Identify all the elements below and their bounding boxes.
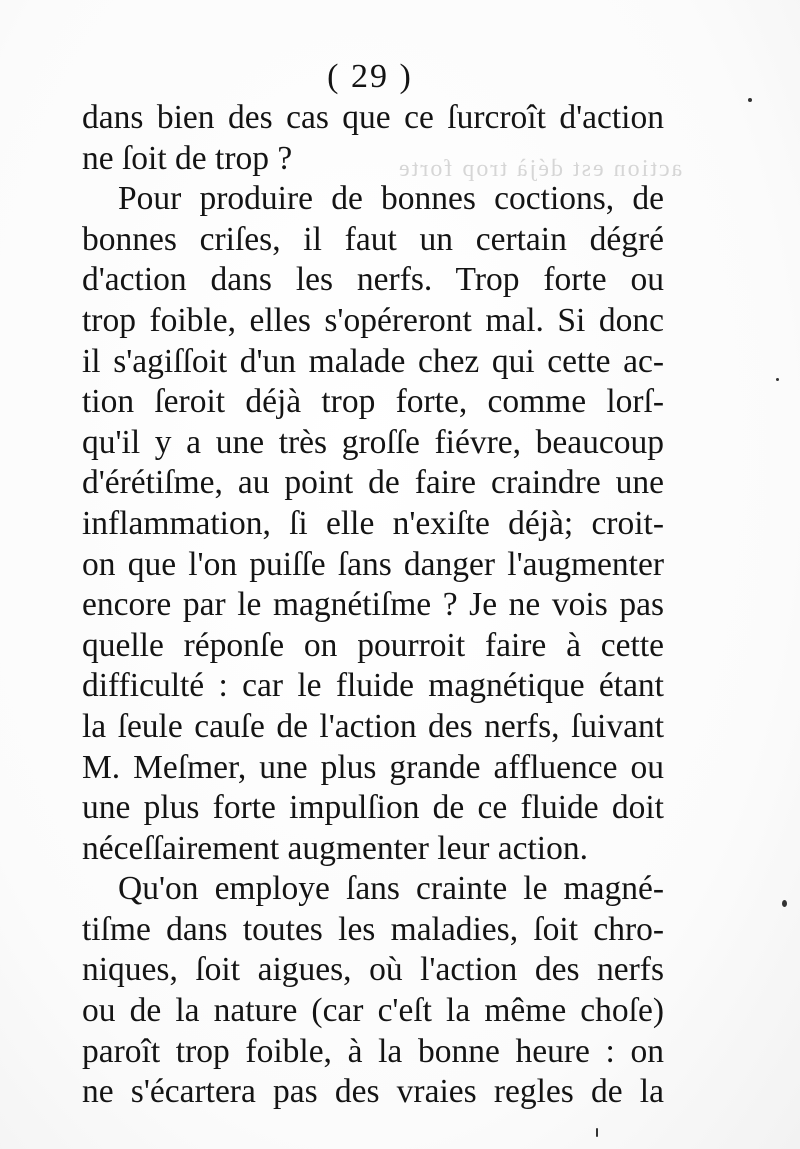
text-line: ne s'écartera pas des vraies regles de la: [82, 1073, 664, 1111]
text-line: une plus forte impulſion de ce fluide doit: [82, 789, 664, 827]
text-line: quelle réponſe on pourroit faire à cette: [82, 626, 664, 664]
text-line: ne ſoit de trop ?: [82, 139, 293, 177]
text-line: la ſeule cauſe de l'action des nerfs, ſuivant: [82, 707, 664, 745]
body-text: [82, 98, 664, 1113]
text-line: on que l'on puiſſe ſans danger l'augmenter: [82, 545, 664, 583]
text-line: Pour produire de bonnes coctions, de: [118, 180, 664, 218]
text-line: il s'agiſſoit d'un malade chez qui cette ac-: [82, 342, 664, 380]
text-line: ou de la nature (car c'eſt la même choſe): [82, 992, 664, 1030]
text-line: bonnes criſes, il faut un certain dégré: [82, 220, 664, 258]
text-line: d'érétiſme, au point de faire craindre une: [82, 464, 664, 502]
text-line: difficulté : car le fluide magnétique étant: [82, 667, 664, 705]
page-number: ( 29 ): [327, 58, 413, 95]
text-line: Qu'on employe ſans crainte le magné-: [118, 870, 664, 908]
text-line: qu'il y a une très groſſe fiévre, beaucoup: [82, 423, 664, 461]
text-line: néceſſairement augmenter leur action.: [82, 829, 588, 867]
text-line: tiſme dans toutes les maladies, ſoit chro-: [82, 910, 664, 948]
text-line: inflammation, ſi elle n'exiſte déjà; croit-: [82, 504, 664, 542]
ink-speck: [596, 1128, 598, 1137]
text-line: dans bien des cas que ce ſurcroît d'action: [82, 99, 664, 136]
text-line: encore par le magnétiſme ? Je ne vois pas: [82, 586, 664, 624]
text-line: d'action dans les nerfs. Trop forte ou: [82, 261, 664, 299]
bleed-through-text: action est déjà trop forte: [396, 156, 682, 182]
text-line: paroît trop foible, à la bonne heure : on: [82, 1032, 664, 1070]
ink-speck: [782, 900, 787, 907]
text-line: M. Meſmer, une plus grande affluence ou: [82, 748, 664, 786]
ink-speck: [776, 378, 779, 381]
text-line: tion ſeroit déjà trop forte, comme lorſ-: [82, 383, 664, 421]
ink-speck: [748, 98, 752, 102]
text-line: niques, ſoit aigues, où l'action des nerfs: [82, 951, 664, 989]
text-line: trop foible, elles s'opéreront mal. Si donc: [82, 301, 664, 339]
